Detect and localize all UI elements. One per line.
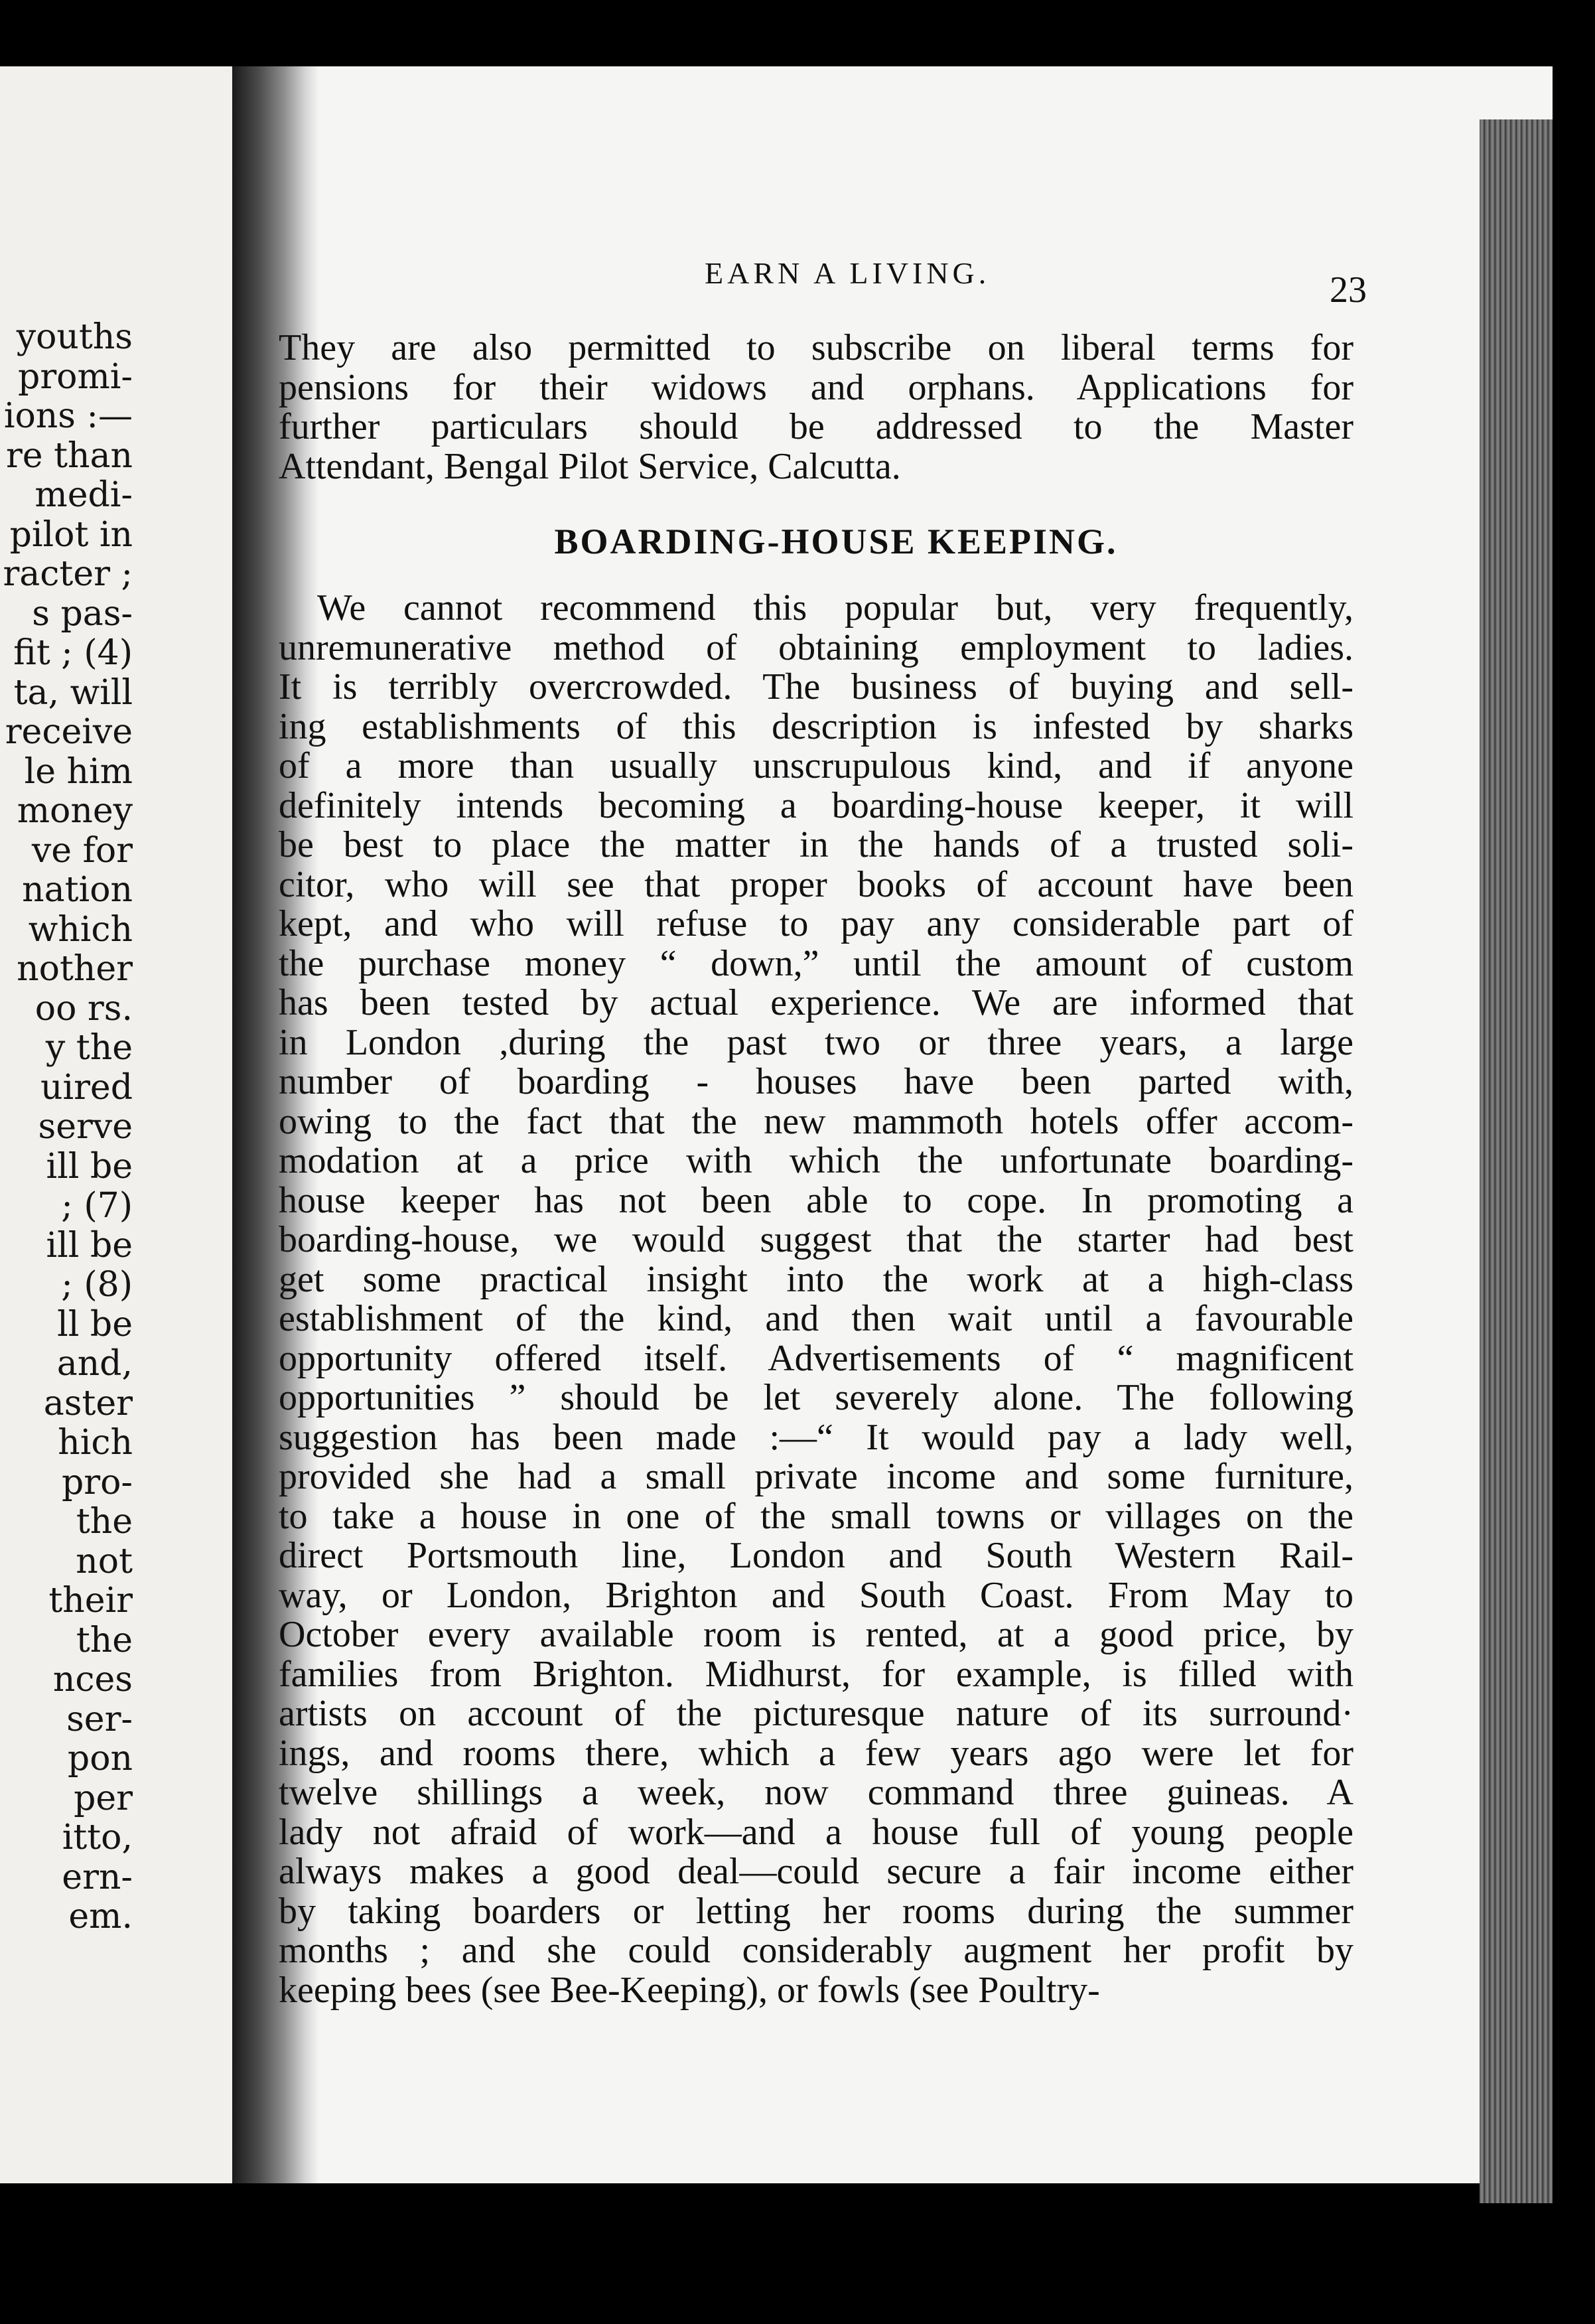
- facing-page-fragment: not: [76, 1541, 133, 1581]
- facing-page-fragment: which: [28, 909, 133, 950]
- text-line: owing to the fact that the new mammoth hotels offer accom-: [279, 1100, 1353, 1142]
- facing-page-fragment: em.: [68, 1897, 133, 1936]
- text-line: lady not afraid of work—and a house full of young people: [279, 1811, 1353, 1853]
- text-line: artists on account of the picturesque nature of its surround·: [279, 1693, 1353, 1734]
- facing-page-fragment: per: [74, 1778, 133, 1818]
- facing-page-fragment: ill be: [46, 1146, 133, 1187]
- text-line: ing establishments of this description is infested by sharks: [279, 705, 1353, 747]
- facing-page-fragment: serve: [38, 1107, 133, 1147]
- text-line: provided she had a small private income and some furniture,: [279, 1456, 1353, 1497]
- text-line: suggestion has been made :—“ It would pay a lady well,: [279, 1416, 1353, 1458]
- text-line: citor, who will see that proper books of account have been: [279, 863, 1353, 905]
- facing-page-fragment: nation: [22, 870, 133, 910]
- facing-page-fragment: nces: [52, 1660, 133, 1700]
- facing-page-fragment: aster: [43, 1383, 133, 1423]
- facing-page: [0, 66, 232, 2183]
- text-line: by taking boarders or letting her rooms during the summer: [279, 1890, 1353, 1932]
- facing-page-fragment: hich: [58, 1423, 133, 1463]
- facing-page-fragment: ta, will: [13, 672, 133, 713]
- text-line: the purchase money “ down,” until the amount of custom: [279, 942, 1353, 984]
- text-line: pensions for their widows and orphans. Applications for: [279, 366, 1353, 408]
- text-line: get some practical insight into the work at a high-class: [279, 1258, 1353, 1300]
- text-line: twelve shillings a week, now command three guineas. A: [279, 1772, 1353, 1813]
- text-line: has been tested by actual experience. We are informed that: [279, 982, 1353, 1023]
- facing-page-fragment: le him: [24, 751, 133, 792]
- text-line: unremunerative method of obtaining employment to ladies.: [279, 626, 1353, 668]
- text-line: kept, and who will refuse to pay any considerable part of: [279, 903, 1353, 944]
- running-head: EARN A LIVING.: [705, 256, 991, 290]
- facing-page-fragment: medi-: [35, 475, 133, 515]
- text-line: Attendant, Bengal Pilot Service, Calcutta.: [279, 445, 901, 487]
- text-line: boarding-house, we would suggest that the starter had best: [279, 1219, 1353, 1260]
- facing-page-fragment: the: [76, 1620, 133, 1660]
- facing-page-fragment: youths: [16, 317, 133, 357]
- facing-page-fragment: y the: [45, 1028, 133, 1068]
- text-line: We cannot recommend this popular but, very frequently,: [317, 587, 1353, 628]
- facing-page-fragment: ; (7): [61, 1186, 133, 1226]
- facing-page-fragment: oo rs.: [35, 988, 133, 1029]
- text-line: definitely intends becoming a boarding-house keeper, it will: [279, 784, 1353, 826]
- text-line: further particulars should be addressed to the Master: [279, 406, 1353, 447]
- paragraph-bengal-pilot: [279, 328, 1353, 486]
- facing-page-fragment: ve for: [31, 830, 133, 871]
- text-line: modation at a price with which the unfortunate boarding-: [279, 1140, 1353, 1181]
- facing-page-fragment: racter ;: [3, 554, 133, 594]
- text-line: be best to place the matter in the hands of a trusted soli-: [279, 824, 1353, 865]
- body-text: [279, 328, 1353, 2010]
- page-edges: [1480, 119, 1553, 2203]
- text-line: families from Brighton. Midhurst, for example, is filled with: [279, 1653, 1353, 1695]
- facing-page-fragment: ill be: [46, 1225, 133, 1266]
- facing-page-fragment: ser-: [66, 1699, 133, 1739]
- text-line: establishment of the kind, and then wait until a favourable: [279, 1298, 1353, 1339]
- facing-page-fragment: pilot in: [9, 514, 133, 555]
- facing-page-fragment: pon: [67, 1739, 133, 1779]
- facing-page-fragment: fit ; (4): [13, 633, 133, 673]
- text-line: They are also permitted to subscribe on liberal terms for: [279, 327, 1353, 368]
- text-line: way, or London, Brighton and South Coast. From May to: [279, 1574, 1353, 1616]
- facing-page-fragment: the: [76, 1502, 133, 1542]
- text-line: always makes a good deal—could secure a fair income either: [279, 1851, 1353, 1892]
- page-number: 23: [1330, 269, 1367, 311]
- facing-page-fragment: itto,: [62, 1818, 133, 1857]
- text-line: of a more than usually unscrupulous kind, and if anyone: [279, 745, 1353, 786]
- text-line: number of boarding - houses have been parted with,: [279, 1061, 1353, 1102]
- text-line: opportunities ” should be let severely alone. The following: [279, 1377, 1353, 1418]
- facing-page-fragment: promi-: [18, 356, 133, 397]
- facing-page-fragment: and,: [56, 1344, 133, 1384]
- facing-page-fragment: pro-: [61, 1462, 133, 1502]
- text-line: keeping bees (see Bee-Keeping), or fowls (see Poultry-: [279, 1969, 1100, 2011]
- text-line: opportunity offered itself. Advertisements of “ magnificent: [279, 1337, 1353, 1379]
- text-line: to take a house in one of the small towns or villages on the: [279, 1495, 1353, 1537]
- facing-page-fragment: ions :—: [3, 396, 133, 436]
- text-line: ings, and rooms there, which a few years ago were let for: [279, 1732, 1353, 1774]
- text-line: in London ,during the past two or three years, a large: [279, 1021, 1353, 1063]
- facing-page-fragment: ern-: [62, 1857, 133, 1897]
- facing-page-fragment: ; (8): [61, 1265, 133, 1305]
- text-line: October every available room is rented, at a good price, by: [279, 1614, 1353, 1655]
- facing-page-fragment: their: [48, 1581, 133, 1621]
- facing-page-fragment: money: [17, 791, 133, 831]
- facing-page-fragment: re than: [5, 435, 133, 476]
- text-line: direct Portsmouth line, London and South Western Rail-: [279, 1535, 1353, 1576]
- facing-page-fragment: receive: [5, 712, 133, 752]
- text-line: house keeper has not been able to cope. In promoting a: [279, 1179, 1353, 1221]
- section-heading: BOARDING-HOUSE KEEPING.: [554, 522, 1118, 561]
- text-line: months ; and she could considerably augment her profit by: [279, 1930, 1353, 1971]
- facing-page-fragment: nother: [17, 949, 133, 989]
- facing-page-fragment: uired: [40, 1067, 133, 1108]
- text-line: It is terribly overcrowded. The business of buying and sell-: [279, 666, 1353, 707]
- facing-page-fragment: s pas-: [32, 593, 133, 634]
- paragraph-boarding-house: [279, 589, 1353, 2010]
- facing-page-fragment: ll be: [57, 1304, 133, 1344]
- scan-background: [0, 0, 1595, 66]
